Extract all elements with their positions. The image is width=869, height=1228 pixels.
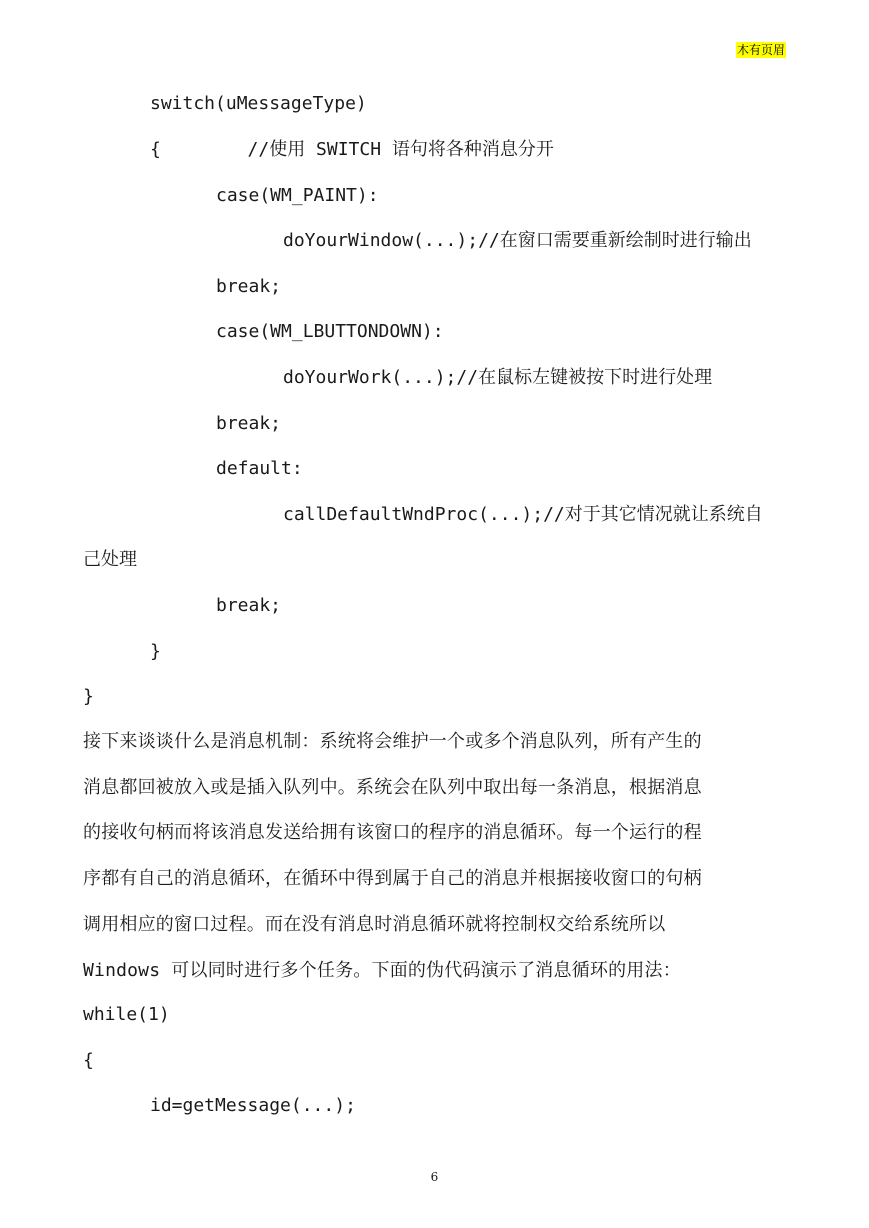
paragraph-line: 序都有自己的消息循环，在循环中得到属于自己的消息并根据接收窗口的句柄: [83, 868, 702, 890]
paragraph-line: 调用相应的窗口过程。而在没有消息时消息循环就将控制权交给系统所以: [83, 913, 666, 935]
code-line: }: [150, 641, 161, 662]
code-line: break;: [216, 595, 282, 616]
paragraph-line: 的接收句柄而将该消息发送给拥有该窗口的程序的消息循环。每一个运行的程: [83, 822, 702, 844]
page-number: 6: [430, 1170, 439, 1184]
paragraph-line: 接下来谈谈什么是消息机制：系统将会维护一个或多个消息队列，所有产生的: [83, 731, 702, 752]
code-line: break;: [216, 413, 282, 434]
code-line: id=getMessage(...);: [150, 1095, 356, 1116]
paragraph-line: 消息都回被放入或是插入队列中。系统会在队列中取出每一条消息，根据消息: [83, 776, 702, 798]
code-line: doYourWork(...);//在鼠标左键被按下时进行处理: [283, 367, 713, 388]
code-line: doYourWindow(...);//在窗口需要重新绘制时进行输出: [283, 230, 752, 251]
code-line: { //使用 SWITCH 语句将各种消息分开: [150, 139, 554, 160]
code-line: switch(uMessageType): [150, 93, 367, 114]
code-line: break;: [216, 276, 282, 297]
body-paragraph: [83, 719, 783, 993]
code-line: default:: [216, 458, 303, 479]
code-line: {: [83, 1050, 94, 1071]
code-line: while(1): [83, 1004, 170, 1025]
header-tag: 木有页眉: [736, 43, 785, 57]
code-line: callDefaultWndProc(...);//对于其它情况就让系统自: [283, 504, 763, 525]
code-line: }: [83, 686, 94, 707]
code-line: 己处理: [83, 549, 137, 570]
code-line: case(WM_PAINT):: [216, 185, 379, 206]
code-line: case(WM_LBUTTONDOWN):: [216, 321, 444, 342]
paragraph-line: Windows 可以同时进行多个任务。下面的伪代码演示了消息循环的用法：: [83, 959, 681, 981]
